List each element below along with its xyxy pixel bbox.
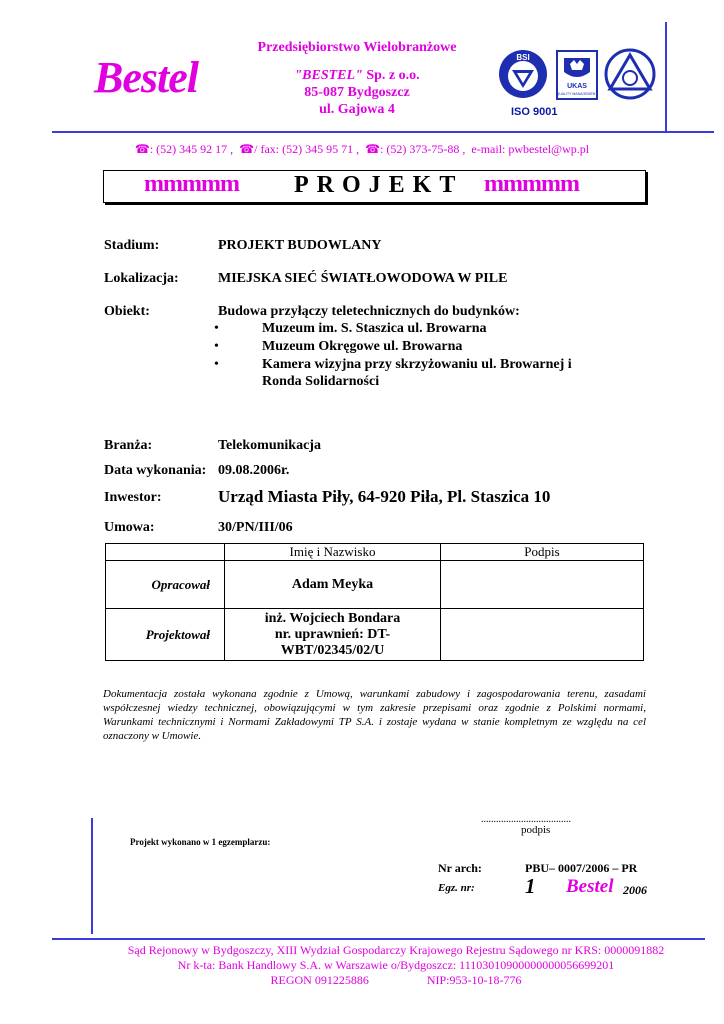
footer-bank: Nr k-ta: Bank Handlowy S.A. w Warszawie o/Bydgoszcz: 11103010900000000056699201: [177, 958, 615, 972]
contact-line: [0, 142, 724, 157]
obiekt-item: Muzeum im. S. Staszica ul. Browarna: [262, 321, 487, 336]
lokalizacja-label: Lokalizacja:: [104, 271, 179, 286]
email: e-mail: pwbestel@wp.pl: [471, 142, 590, 156]
branza-value: Telekomunikacja: [218, 438, 321, 453]
table-row: [106, 561, 644, 609]
company-name: "BESTEL": [294, 68, 363, 83]
obiekt-item-continuation: Ronda Solidarności: [262, 374, 380, 389]
role-projektowal: Projektował: [106, 609, 225, 661]
footer-registry: Sąd Rejonowy w Bydgoszczy, XIII Wydział Gospodarczy Krajowego Rejestru Sądowego nr KRS: 0000091882: [127, 943, 665, 957]
copy-number-value: 1: [525, 874, 536, 898]
title-decor-right: mmmmm: [484, 171, 579, 197]
fax-phone-icon: ☎: [239, 142, 255, 156]
bullet-icon: •: [214, 357, 219, 372]
inwestor-label: Inwestor:: [104, 490, 162, 505]
data-wykonania-label: Data wykonania:: [104, 463, 207, 478]
company-logo: Bestel: [94, 53, 198, 102]
copy-number-label: Egz. nr:: [438, 882, 475, 894]
signature-table: [105, 543, 644, 661]
obiekt-item: Kamera wizyjna przy skrzyżowaniu ul. Browarnej i: [262, 357, 572, 372]
phone-2: : (52) 373-75-88 ,: [380, 142, 466, 156]
footer-ids: [34, 973, 724, 988]
designer-cell: [225, 609, 441, 661]
ukas-subtext: QUALITY MANAGEMENT: [556, 92, 598, 96]
bullet-icon: •: [214, 339, 219, 354]
iso-9001-label: ISO 9001: [511, 106, 558, 118]
obiekt-label: Obiekt:: [104, 304, 150, 319]
stadium-label: Stadium:: [104, 238, 160, 253]
phone-icon: ☎: [134, 142, 150, 156]
copy-brand: Bestel: [566, 876, 614, 897]
umowa-label: Umowa:: [104, 520, 155, 535]
column-header-name: Imię i Nazwisko: [225, 544, 441, 561]
phone-1: : (52) 345 92 17 ,: [149, 142, 234, 156]
fax-number: / fax: (52) 345 95 71 ,: [254, 142, 360, 156]
author-name: Adam Meyka: [225, 561, 441, 609]
branza-label: Branża:: [104, 438, 153, 453]
signature-cell[interactable]: [441, 609, 644, 661]
ukas-text: UKAS: [567, 83, 587, 90]
company-full-name: Przedsiębiorstwo Wielobranżowe: [257, 40, 457, 55]
table-row: [106, 609, 644, 661]
company-name-line: [252, 68, 462, 84]
table-header-row: [106, 544, 644, 561]
footer-rule: [52, 938, 705, 940]
role-opracowal: Opracował: [106, 561, 225, 609]
inwestor-value: Urząd Miasta Piły, 64-920 Piła, Pl. Staszica 10: [218, 487, 551, 506]
obiekt-value: Budowa przyłączy teletechnicznych do budynków:: [218, 304, 520, 319]
company-suffix: Sp. z o.o.: [362, 68, 420, 83]
data-wykonania-value: 09.08.2006r.: [218, 463, 290, 478]
nip: NIP:953-10-18-776: [426, 973, 522, 987]
compliance-statement: Dokumentacja została wykonana zgodnie z Umową, warunkami zabudowy i zagospodarowania terenu, zasadami współczesnej wiedzy technicznej, obowiązującymi w tym zakresie przepisami oraz zgodnie z Polskimi normami, Warunkami technicznymi i Normami Zakładowymi TP S.A. i zostaje wydana w stanie kompletnym ze względu na cel oznaczony w Umowie.: [103, 688, 646, 742]
umowa-value: 30/PN/III/06: [218, 520, 293, 535]
title-decor-left: mmmmm: [144, 171, 239, 197]
bullet-icon: •: [214, 321, 219, 336]
triangle-cert-logo-icon: [603, 47, 657, 101]
title-box: [103, 170, 646, 203]
signature-caption: podpis: [521, 824, 551, 836]
copies-note: Projekt wykonano w 1 egzemplarzu:: [130, 837, 271, 847]
phone-icon: ☎: [365, 142, 381, 156]
copy-year: 2006: [623, 883, 647, 897]
archive-number-label: Nr arch:: [438, 861, 482, 875]
regon: REGON 091225886: [270, 973, 369, 987]
designer-license: nr. uprawnień: DT-WBT/02345/02/U: [274, 626, 391, 658]
bsi-registered-logo-icon: [497, 48, 549, 100]
lower-vertical-rule: [91, 818, 93, 934]
page-title: PROJEKT: [294, 172, 464, 198]
company-city: 85-087 Bydgoszcz: [304, 85, 410, 100]
company-street: ul. Gajowa 4: [319, 102, 395, 117]
archive-number-value: PBU– 0007/2006 – PR: [525, 861, 638, 875]
ukas-quality-logo-icon: [556, 50, 598, 100]
stadium-value: PROJEKT BUDOWLANY: [218, 238, 382, 253]
bsi-text: BSI: [516, 53, 530, 62]
lokalizacja-value: MIEJSKA SIEĆ ŚWIATŁOWODOWA W PILE: [218, 271, 508, 286]
signature-dots: ....................................: [481, 814, 571, 825]
header-vertical-rule: [665, 22, 667, 132]
header-horizontal-rule: [52, 131, 714, 133]
table-cell: [106, 544, 225, 561]
designer-name: inż. Wojciech Bondara: [264, 610, 401, 626]
obiekt-item: Muzeum Okręgowe ul. Browarna: [262, 339, 463, 354]
column-header-signature: Podpis: [441, 544, 644, 561]
signature-cell[interactable]: [441, 561, 644, 609]
